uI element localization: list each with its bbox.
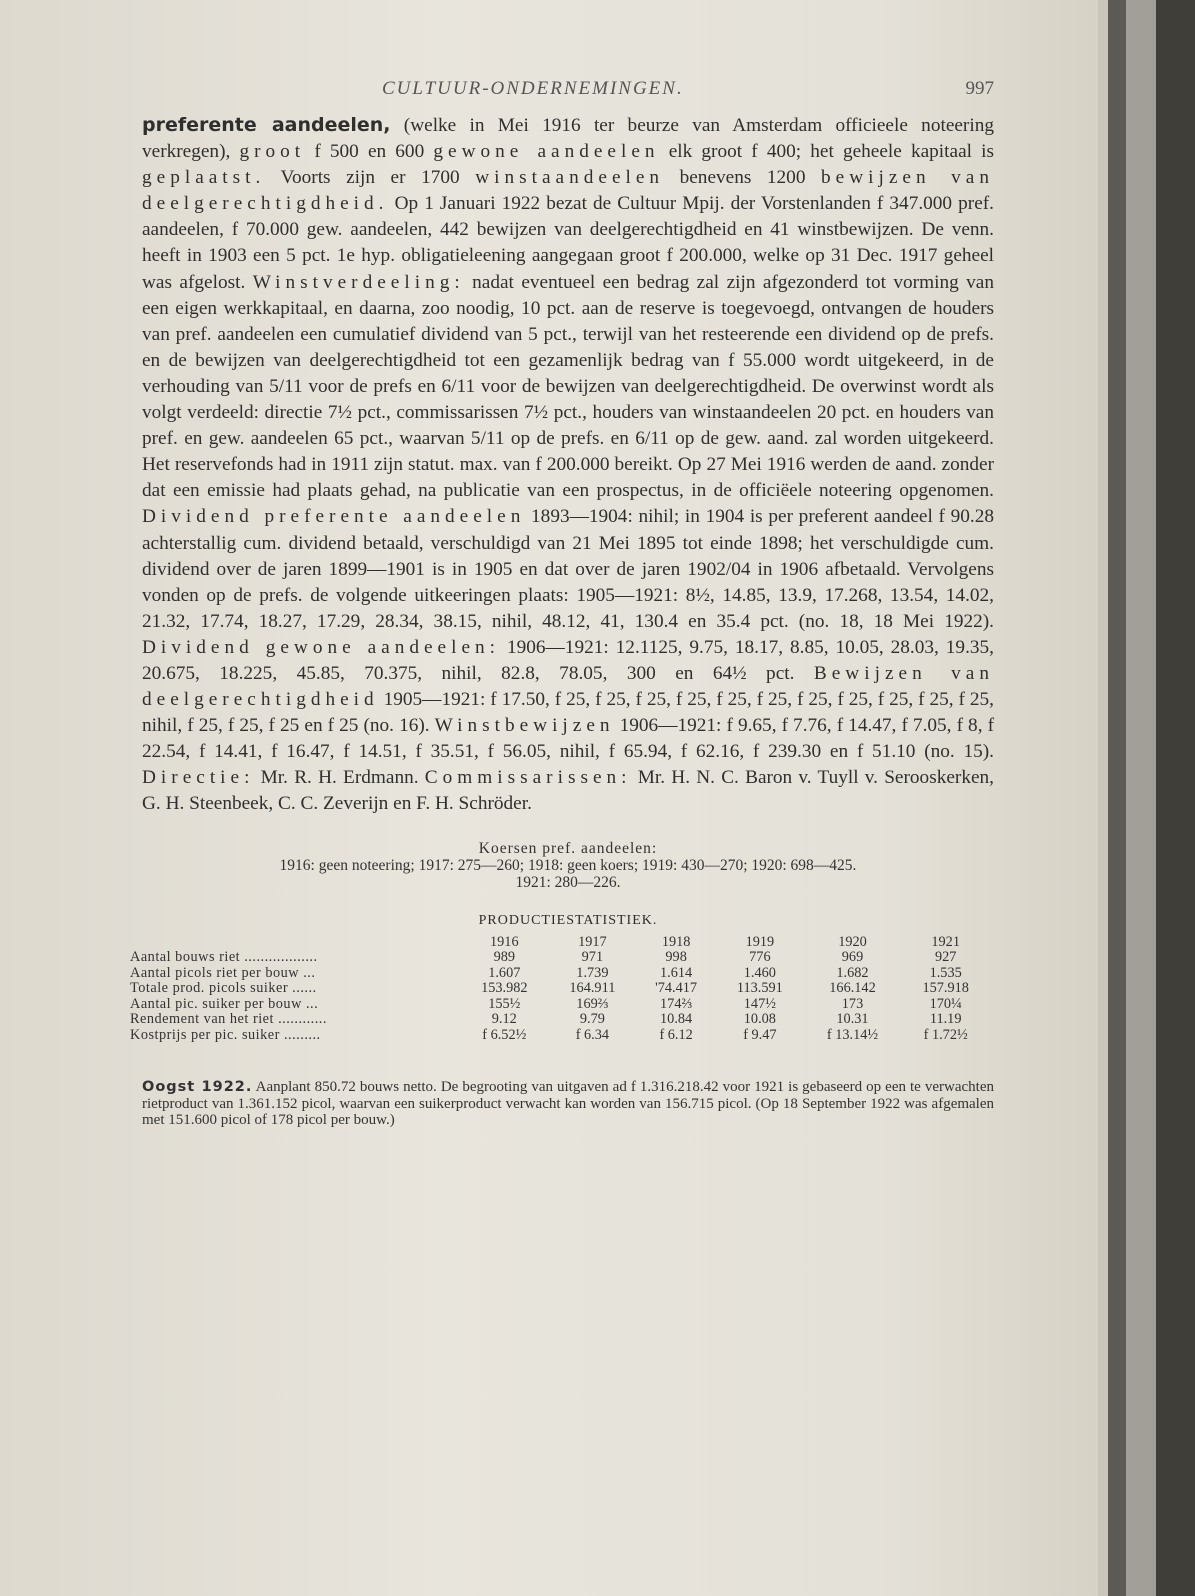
- text-run: 1906—1921: f 9.65, f 7.76, f 14.47, f 7.05, f 8, f 22.54, f 14.41, f 16.47, f 14.51, f 35.51, f 56.05, nihil, f 65.94, f 62.16, f 239.30 en f 51.10 (no. 15).: [142, 715, 994, 763]
- text-run: f 500 en 600: [305, 141, 434, 163]
- table-cell: 155½: [488, 995, 521, 1012]
- running-title: CULTUUR-ONDERNEMINGEN.: [382, 78, 684, 99]
- table-cell: 989: [493, 949, 516, 966]
- text-run: nadat eventueel een bedrag zal zijn afgezonderd tot vorming van een eigen werkkapitaal, en daarna, zoo noodig, 10 pct. aan de reserve is toegevoegd, ontvangen de houders van pref. aandeelen een cumulatief dividend van 5 pct., terwijl van het resteerende een dividend op de prefs. en de bewijzen van deelgerechtigdheid tot een gezamenlijk bedrag van f 55.000 wordt uitgekeerd, in de verhouding van 5/11 voor de prefs en 6/11 voor de bewijzen van deelgerechtigdheid. De overwinst wordt als volgt verdeeld: directie 7½ pct., commissarissen 7½ pct., houders van winstaandeelen 20 pct. en houders van pref. en gew. aandeelen 65 pct., waarvan 5/11 op de prefs. en 6/11 op de gew. aand. zal worden uitgekeerd. Het reservefonds had in 1911 zijn statut. max. van f 200.000 bereikt. Op 27 Mei 1916 werden de aand. zonder dat een emissie had plaats gehad, na publicatie van een prospectus, in de officiëele noteering opgenomen.: [142, 271, 995, 502]
- page-stack-edge: [1126, 0, 1156, 1596]
- text-run: Mr. R. H. Erdmann.: [254, 767, 425, 789]
- table-cell: 1.614: [660, 964, 693, 981]
- table-cell: 157.918: [922, 980, 969, 997]
- table-cell: 971: [581, 949, 604, 966]
- table-cell: 1.460: [743, 964, 776, 981]
- spaced-term: Winstverdeeling:: [252, 271, 465, 293]
- row-label: Aantal bouws riet ..................: [130, 949, 318, 966]
- table-cell: f 13.14½: [826, 1026, 879, 1043]
- page-content: [130, 78, 995, 1144]
- text-run: benevens 1200: [664, 167, 822, 189]
- table-cell: 927: [934, 949, 957, 966]
- table-cell: 969: [841, 949, 864, 966]
- row-label: Totale prod. picols suiker ......: [130, 980, 317, 997]
- table-cell: f 6.52½: [482, 1026, 527, 1043]
- spaced-term: Commissarissen:: [424, 767, 632, 789]
- table-cell: 164.911: [569, 980, 616, 997]
- table-cell: 9.12: [491, 1011, 517, 1028]
- table-cell: 10.84: [660, 1011, 693, 1028]
- table-cell: 1.682: [836, 964, 869, 981]
- table-cell: 174⅔: [660, 995, 693, 1012]
- table-row: [130, 997, 990, 1013]
- year-header: 1917: [578, 933, 607, 950]
- harvest-lead: Oogst 1922.: [142, 1079, 253, 1096]
- table-cell: 170¼: [929, 995, 962, 1012]
- table-cell: '74.417: [655, 980, 698, 997]
- table-cell: 173: [841, 995, 864, 1012]
- table-cell: 169⅔: [576, 995, 609, 1012]
- running-header: [142, 78, 994, 112]
- spaced-term: bewijzen van deelgerechtigdheid.: [142, 167, 994, 215]
- text-run: (welke in Mei 1916 ter beurze van Amsterdam officieele noteering verkregen),: [142, 115, 994, 163]
- spaced-term: Winstbewijzen: [434, 715, 615, 737]
- table-cell: 776: [749, 949, 771, 966]
- table-cell: 9.79: [579, 1011, 605, 1028]
- table-cell: 166.142: [829, 980, 876, 997]
- year-header: 1916: [490, 933, 519, 950]
- text-run: Voorts zijn er 1700: [265, 167, 476, 189]
- year-header: 1918: [661, 933, 691, 950]
- spaced-term: Directie:: [142, 767, 255, 789]
- page-edge: [1098, 0, 1108, 1596]
- spaced-term: Dividend gewone aandeelen:: [142, 636, 501, 658]
- table-cell: 113.591: [736, 980, 783, 997]
- table-header-row: [130, 935, 990, 951]
- share-prices: [142, 840, 994, 891]
- table-cell: 1.607: [488, 964, 521, 981]
- main-paragraph: [142, 112, 994, 818]
- table-cell: 11.19: [929, 1011, 962, 1028]
- text-run: elk groot f 400; het geheele kapitaal is: [659, 141, 994, 163]
- share-prices-line: 1921: 280—226.: [515, 873, 621, 891]
- label-column-header: [130, 935, 460, 951]
- spaced-term: groot: [239, 141, 306, 163]
- spaced-term: geplaatst.: [142, 167, 266, 189]
- text-run: 1905—1921: f 17.50, f 25, f 25, f 25, f 25, f 25, f 25, f 25, f 25, f 25, f 25, f 25, nihil, f 25, f 25, f 25 en f 25 (no. 16).: [142, 689, 994, 737]
- table-cell: 998: [665, 949, 687, 966]
- table-cell: f 6.12: [659, 1026, 693, 1043]
- row-label: Aantal pic. suiker per bouw ...: [130, 995, 319, 1012]
- harvest-text: Aanplant 850.72 bouws netto. De begrooting van uitgaven ad f 1.316.218.42 voor 1921 is gebaseerd op een te verwachten rietproduct van 1.361.152 picol, waarvan een suikerproduct verwacht kan worden van 156.715 picol. (Op 18 September 1922 was afgemalen met 151.600 picol of 178 picol per bouw.): [142, 1079, 994, 1129]
- production-stats-table: [130, 935, 990, 1044]
- share-prices-line: 1916: geen noteering; 1917: 275—260; 1918: geen koers; 1919: 430—270; 1920: 698—425.: [279, 856, 857, 874]
- table-row: [130, 1028, 990, 1044]
- table-cell: 1.739: [576, 964, 609, 981]
- binding-edge: [1108, 0, 1126, 1596]
- spaced-term: winstaandeelen: [475, 167, 665, 189]
- book-cover-edge: [1156, 0, 1195, 1596]
- table-cell: f 6.34: [575, 1026, 610, 1043]
- spaced-term: Bewijzen van deelgerechtigdheid: [142, 662, 994, 711]
- table-cell: f 1.72½: [923, 1026, 968, 1043]
- row-label: Rendement van het riet ............: [130, 1011, 327, 1028]
- share-prices-heading: Koersen pref. aandeelen:: [478, 839, 658, 857]
- year-header: 1921: [931, 933, 960, 950]
- text-run: Mr. H. N. C. Baron v. Tuyll v. Serooskerken, G. H. Steenbeek, C. C. Zeverijn en F. H. Schröder.: [142, 767, 994, 815]
- text-run: 1906—1921: 12.1125, 9.75, 18.17, 8.85, 10.05, 28.03, 19.35, 20.675, 18.225, 45.85, 70.375, nihil, 82.8, 78.05, 300 en 64½ pct.: [142, 636, 994, 684]
- year-header: 1920: [838, 933, 867, 950]
- table-cell: 147½: [743, 995, 776, 1012]
- table-row: [130, 1012, 990, 1028]
- table-cell: 10.08: [743, 1011, 776, 1028]
- row-label: Aantal picols riet per bouw ...: [130, 964, 316, 981]
- row-label: Kostprijs per pic. suiker .........: [130, 1026, 321, 1043]
- table-cell: 10.31: [836, 1011, 869, 1028]
- page-number: 997: [965, 78, 994, 99]
- spaced-term: gewone aandeelen: [433, 141, 660, 163]
- text-run: 1893—1904: nihil; in 1904 is per preferent aandeel f 90.28 achterstallig cum. dividend betaald, verschuldigd van 21 Mei 1895 tot einde 1898; het verschuldigde cum. dividend over de jaren 1899—1901 is in 1905 en dat over de jaren 1902/04 in 1906 afbetaald. Vervolgens vonden op de prefs. de volgende uitkeeringen plaats: 1905—1921: 8½, 14.85, 13.9, 17.268, 13.54, 14.02, 21.32, 17.74, 18.27, 17.29, 28.34, 38.15, nihil, 48.12, 41, 130.4 en 35.4 pct. (no. 18, 18 Mei 1922).: [142, 506, 994, 632]
- year-header: 1919: [745, 933, 775, 950]
- table-cell: 1.535: [929, 964, 962, 981]
- harvest-paragraph: [142, 1079, 994, 1129]
- text-run: Op 1 Januari 1922 bezat de Cultuur Mpij. der Vorstenlanden f 347.000 pref. aandeelen, f 70.000 gew. aandeelen, 442 bewijzen van deelgerechtigdheid en 41 winstbewijzen. De venn. heeft in 1903 een 5 pct. 1e hyp. obligatieleening aangegaan groot f 200.000, welke op 31 Dec. 1917 geheel was afgelost.: [142, 193, 994, 293]
- production-stats-title: PRODUCTIESTATISTIEK.: [478, 912, 658, 928]
- table-row: [130, 966, 990, 982]
- table-cell: f 9.47: [743, 1026, 777, 1043]
- lead-term: preferente aandeelen,: [142, 114, 391, 136]
- table-row: [130, 981, 990, 997]
- table-cell: 153.982: [481, 980, 528, 997]
- table-row: [130, 950, 990, 966]
- spaced-term: Dividend preferente aandeelen: [142, 506, 526, 528]
